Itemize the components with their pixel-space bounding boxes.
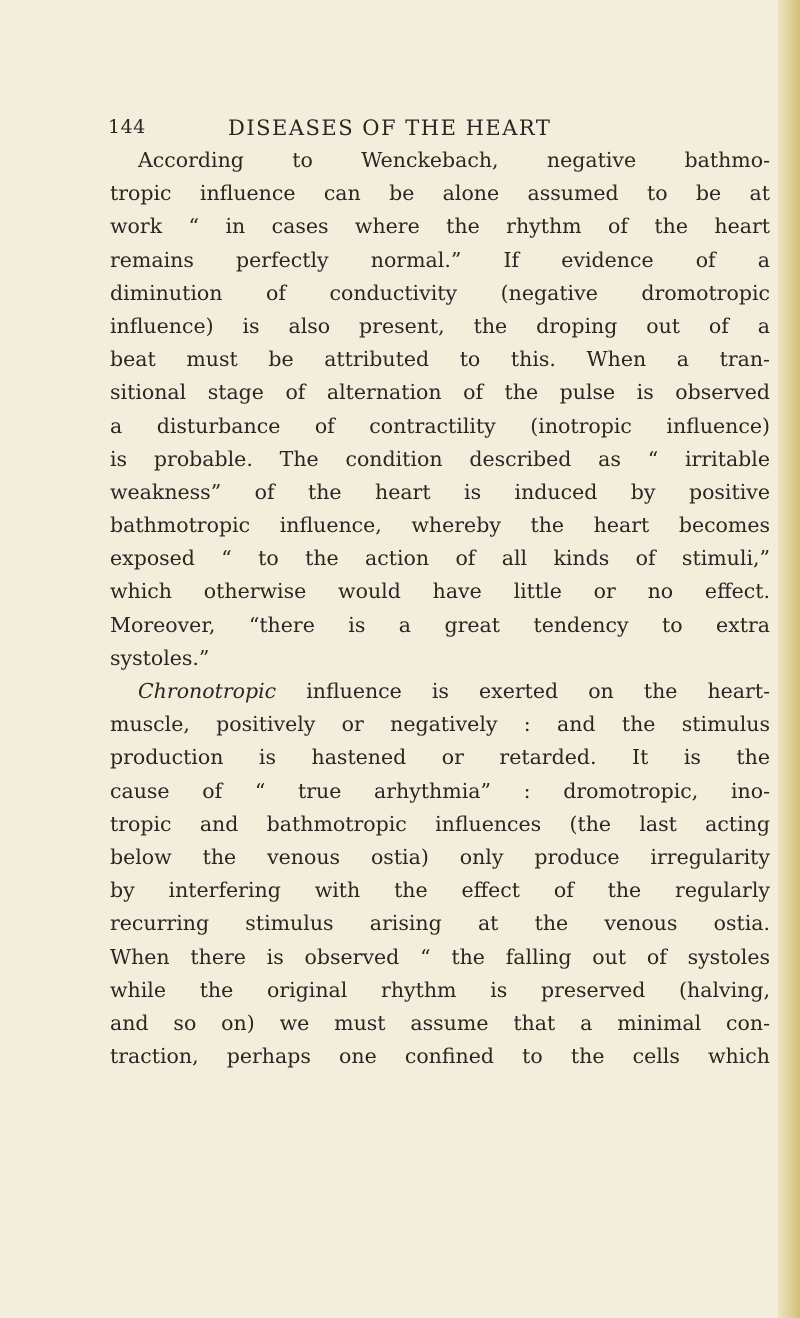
text-line: systoles.” (110, 645, 210, 670)
text-line: work “ in cases where the rhythm of the heart (110, 214, 770, 239)
text-line: production is hastened or retarded. It is the (110, 745, 770, 770)
text-line: exposed “ to the action of all kinds of stimuli,” (110, 546, 770, 571)
running-title: DISEASES OF THE HEART (228, 116, 552, 140)
text-line: bathmotropic influence, whereby the heart becomes (110, 513, 770, 538)
body-text (110, 144, 770, 1073)
text-line: tropic and bathmotropic influences (the last acting (110, 811, 770, 836)
text-line: muscle, positively or negatively : and the stimulus (110, 712, 770, 737)
text-line: sitional stage of alternation of the pulse is observed (110, 380, 770, 405)
text-line: Moreover, “there is a great tendency to extra (110, 612, 770, 637)
text-line: remains perfectly normal.” If evidence of a (110, 247, 770, 272)
text-line: diminution of conductivity (negative dromotropic (110, 280, 770, 305)
text-line: below the venous ostia) only produce irregularity (110, 844, 770, 869)
text-line: When there is observed “ the falling out of systoles (110, 944, 770, 969)
text-line: According to Wenckebach, negative bathmo- (138, 148, 770, 172)
text-line: and so on) we must assume that a minimal con- (110, 1010, 770, 1035)
italic-term: Chronotropic (138, 679, 277, 703)
text-line: is probable. The condition described as “ irritable (110, 446, 770, 471)
text-line: influence) is also present, the droping out of a (110, 313, 770, 338)
text-line: a disturbance of contractility (inotropic influence) (110, 413, 770, 438)
text-line: recurring stimulus arising at the venous ostia. (110, 911, 770, 936)
running-head (0, 116, 780, 144)
text-line: weakness” of the heart is induced by positive (110, 479, 770, 504)
page-number: 144 (108, 116, 146, 138)
text-line: traction, perhaps one confined to the cells which (110, 1044, 770, 1069)
text-line: tropic influence can be alone assumed to be at (110, 181, 770, 206)
text-line: while the original rhythm is preserved (halving, (110, 977, 770, 1002)
text-line: by interfering with the effect of the regularly (110, 878, 770, 903)
text-line (110, 675, 770, 708)
text-line: cause of “ true arhythmia” : dromotropic, ino- (110, 778, 770, 803)
text-line: which otherwise would have little or no effect. (110, 579, 770, 604)
page-edge-shadow (778, 0, 800, 1318)
text-line: beat must be attributed to this. When a tran- (110, 347, 770, 372)
line-text: influence is exerted on the heart- (276, 679, 770, 703)
